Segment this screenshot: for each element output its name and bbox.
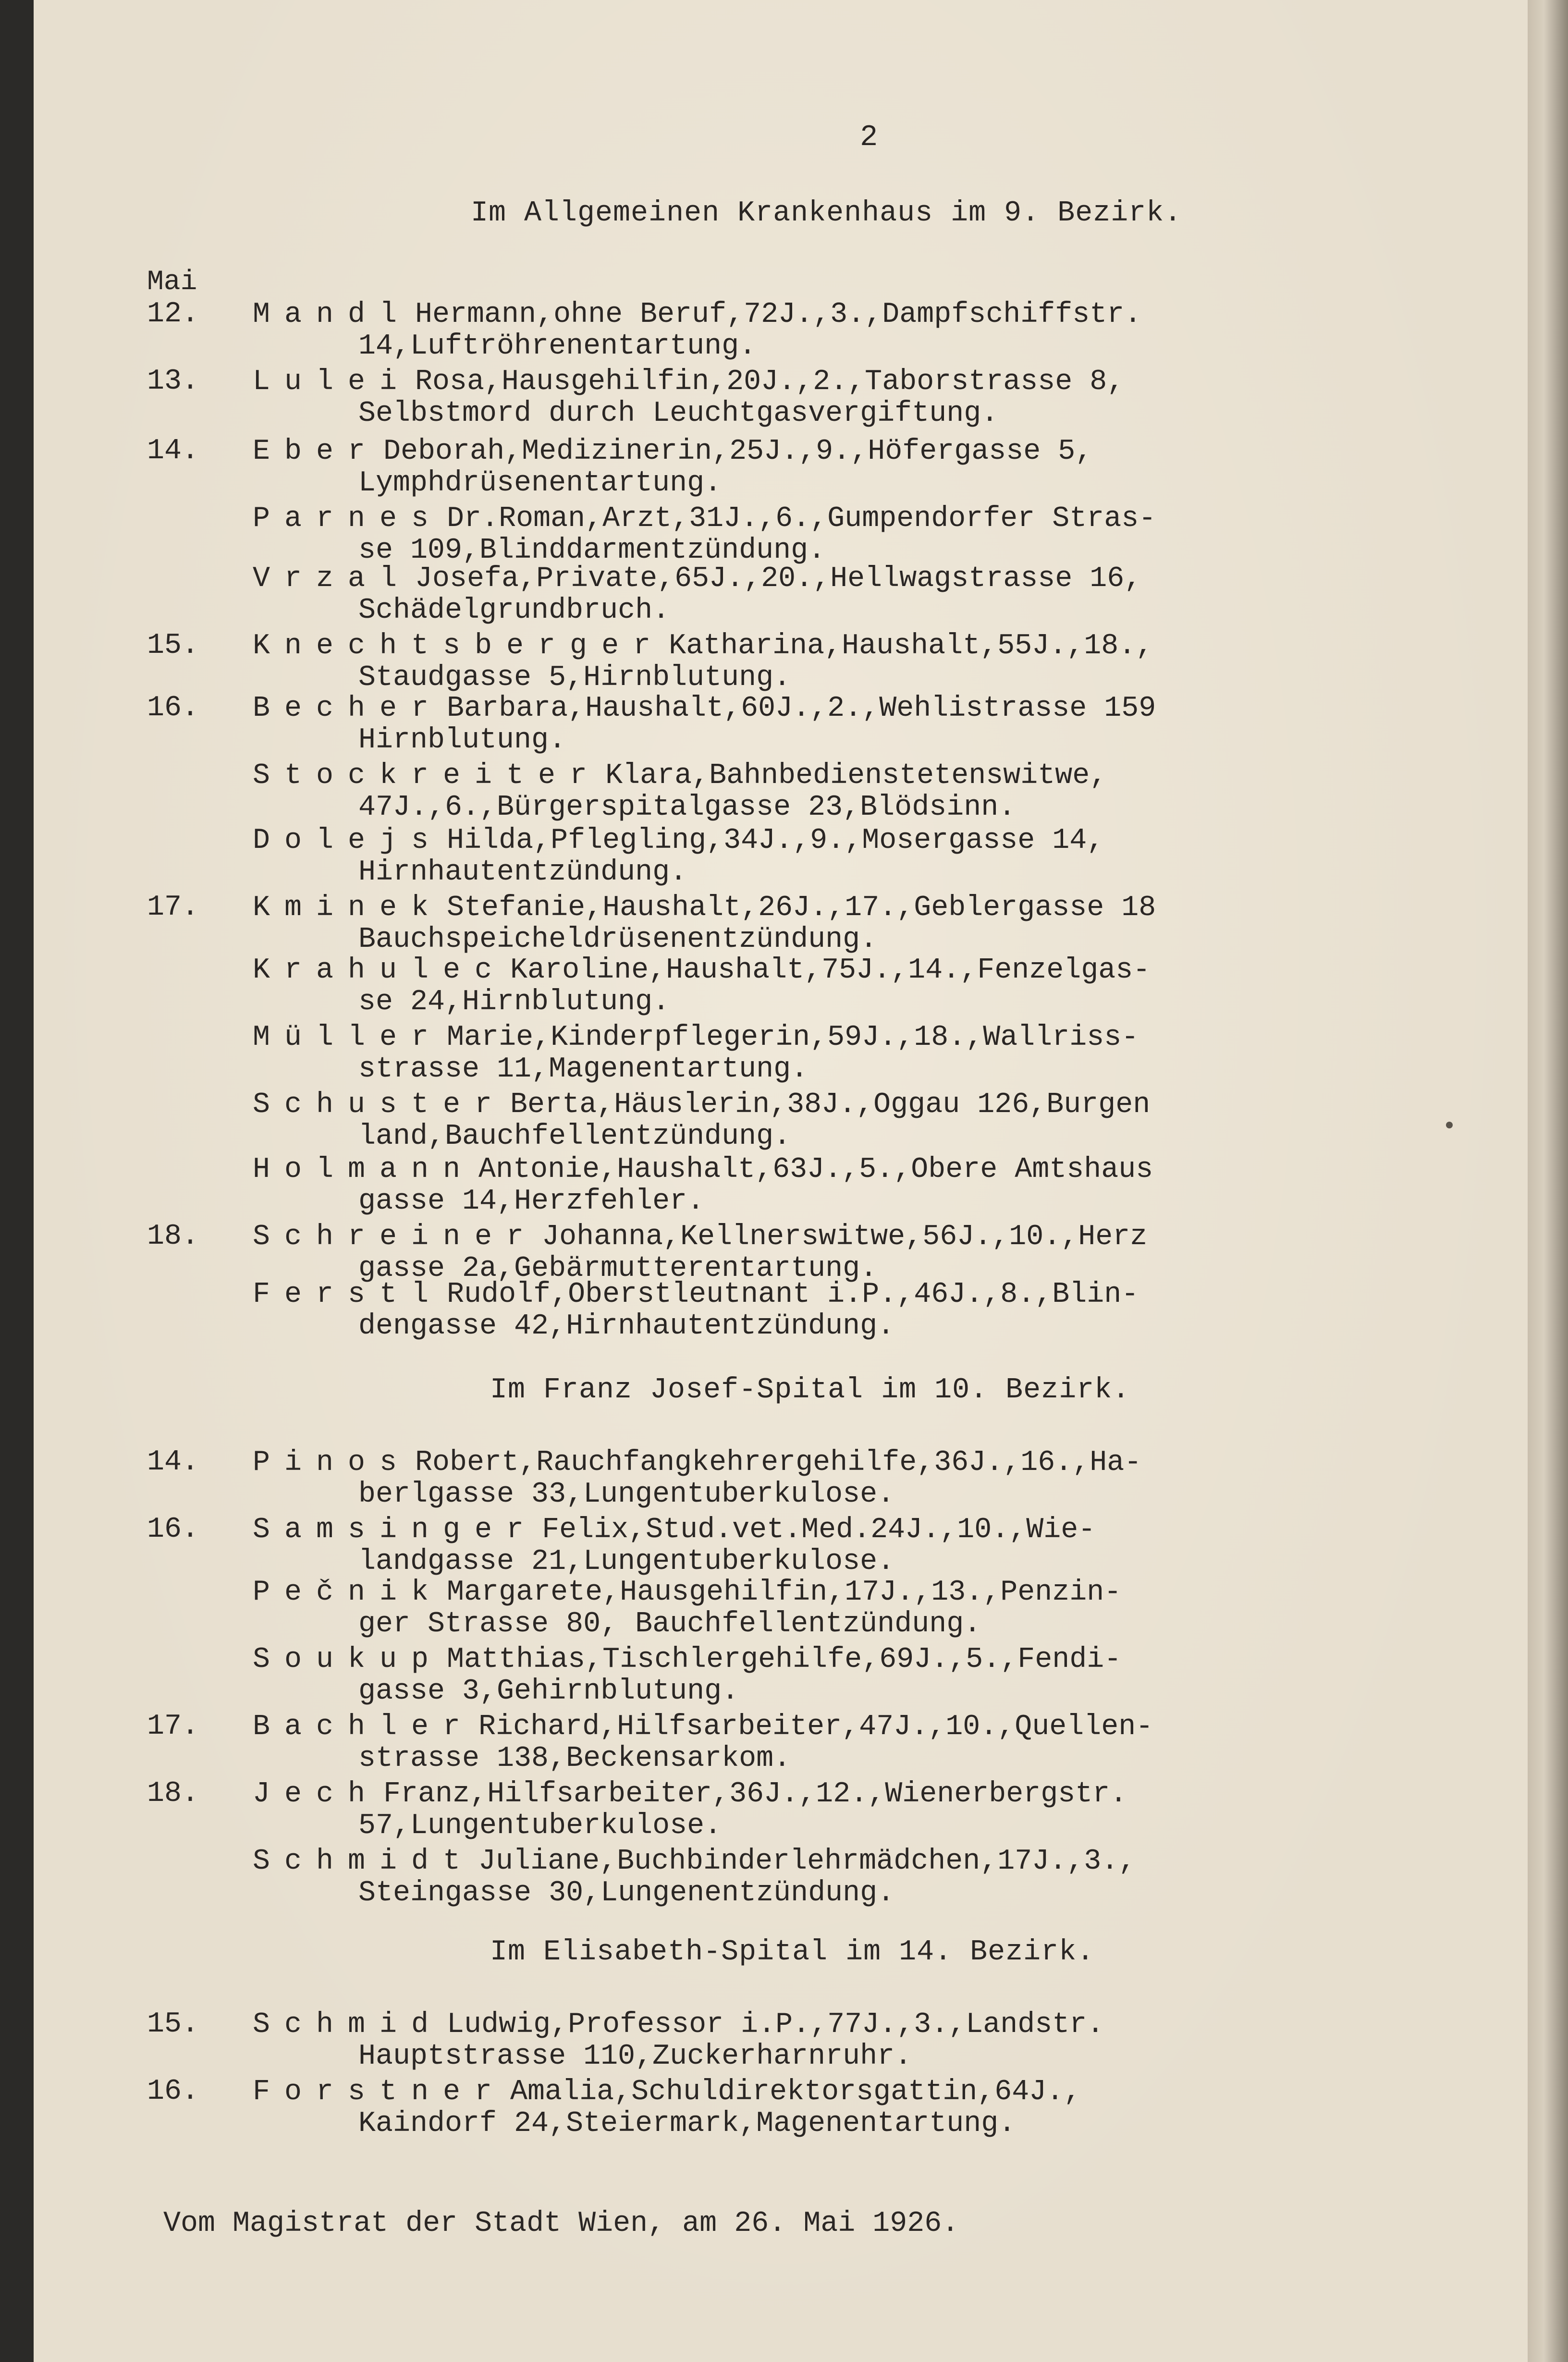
surname: Parnes (253, 502, 443, 535)
entry-line-1 (253, 502, 1156, 536)
entry-details: Dr.Roman,Arzt,31J.,6.,Gumpendorfer Stras- (447, 502, 1156, 535)
surname: Jech (253, 1778, 380, 1811)
document-page (34, 0, 1528, 2362)
surname: Krahulec (253, 954, 507, 987)
entry-line-1 (253, 759, 1107, 793)
surname: Dolejs (253, 824, 443, 857)
surname: Forstner (253, 2076, 507, 2108)
entry-line-2: 47J.,6.,Bürgerspitalgasse 23,Blödsinn. (358, 791, 1016, 824)
entry-line-1 (253, 298, 1141, 331)
entry-line-2: strasse 138,Beckensarkom. (358, 1742, 791, 1775)
entry-line-2: Lymphdrüsenentartung. (358, 467, 722, 500)
entry-line-1 (253, 1088, 1150, 1122)
page-number: 2 (860, 120, 878, 154)
entry-line-2: strasse 11,Magenentartung. (358, 1053, 808, 1086)
entry-line-1 (253, 1643, 1121, 1677)
entry-line-1 (253, 954, 1150, 987)
entry-line-2: gasse 14,Herzfehler. (358, 1185, 705, 1218)
entry-date: 15. (147, 2008, 199, 2041)
entry-details: Felix,Stud.vet.Med.24J.,10.,Wie- (542, 1514, 1096, 1546)
entry-line-2: 14,Luftröhrenentartung. (358, 330, 757, 363)
entry-details: Rudolf,Oberstleutnant i.P.,46J.,8.,Blin- (447, 1278, 1139, 1311)
surname: Müller (253, 1021, 443, 1054)
entry-date: 17. (147, 1710, 199, 1743)
entry-line-2: Hirnhautentzündung. (358, 856, 687, 889)
entry-line-2: Hirnblutung. (358, 724, 566, 757)
entry-details: Stefanie,Haushalt,26J.,17.,Geblergasse 18 (447, 892, 1156, 924)
entry-details: Johanna,Kellnerswitwe,56J.,10.,Herz (542, 1221, 1148, 1253)
entry-line-1 (253, 1576, 1121, 1609)
entry-date: 18. (147, 1777, 199, 1810)
section-title: Im Elisabeth-Spital im 14. Bezirk. (490, 1936, 1095, 1969)
entry-line-1 (253, 1153, 1153, 1187)
entry-line-1 (253, 1845, 1136, 1878)
entry-line-2: berlgasse 33,Lungentuberkulose. (358, 1478, 895, 1511)
entry-line-1 (253, 692, 1156, 725)
entry-line-1 (253, 1710, 1153, 1744)
section-title: Im Franz Josef-Spital im 10. Bezirk. (490, 1374, 1130, 1407)
surname: Ferstl (253, 1278, 443, 1311)
entry-details: Hermann,ohne Beruf,72J.,3.,Dampfschiffstr. (415, 298, 1142, 331)
entry-date: 16. (147, 692, 199, 724)
entry-line-2: Hauptstrasse 110,Zuckerharnruhr. (358, 2040, 912, 2073)
entry-line-2: gasse 3,Gehirnblutung. (358, 1675, 739, 1708)
entry-details: Barbara,Haushalt,60J.,2.,Wehlistrasse 159 (447, 692, 1156, 725)
entry-line-2: se 109,Blinddarmentzündung. (358, 534, 826, 567)
entry-details: Richard,Hilfsarbeiter,47J.,10.,Quellen- (478, 1711, 1153, 1743)
entry-line-1 (253, 365, 1124, 399)
entry-line-1 (253, 891, 1156, 925)
entry-date: 18. (147, 1220, 199, 1253)
entry-details: Juliane,Buchbinderlehrmädchen,17J.,3., (478, 1845, 1136, 1878)
entry-line-2: dengasse 42,Hirnhautentzündung. (358, 1310, 895, 1343)
entry-date: 16. (147, 1513, 199, 1546)
entry-line-1 (253, 1777, 1127, 1811)
entry-details: Klara,Bahnbedienstetenswitwe, (605, 759, 1107, 792)
surname: Holmann (253, 1153, 475, 1186)
surname: Schuster (253, 1089, 507, 1121)
entry-details: Amalia,Schuldirektorsgattin,64J., (510, 2076, 1081, 2108)
book-spine (1528, 0, 1568, 2362)
section-title: Im Allgemeinen Krankenhaus im 9. Bezirk. (471, 197, 1182, 230)
entry-details: Marie,Kinderpflegerin,59J.,18.,Wallriss- (447, 1021, 1139, 1054)
entry-line-1 (253, 1513, 1095, 1547)
surname: Stockreiter (253, 759, 602, 792)
surname: Pinos (253, 1446, 412, 1479)
surname: Samsinger (253, 1514, 539, 1546)
entry-details: Karoline,Haushalt,75J.,14.,Fenzelgas- (510, 954, 1151, 987)
entry-details: Josefa,Private,65J.,20.,Hellwagstrasse 16, (415, 563, 1142, 595)
entry-line-1 (253, 629, 1153, 663)
entry-details: Robert,Rauchfangkehrergehilfe,36J.,16.,Ha- (415, 1446, 1142, 1479)
entry-details: Ludwig,Professor i.P.,77J.,3.,Landstr. (447, 2008, 1104, 2041)
entry-details: Antonie,Haushalt,63J.,5.,Obere Amtshaus (478, 1153, 1153, 1186)
surname: Bachler (253, 1711, 475, 1743)
surname: Schmidt (253, 1845, 475, 1878)
entry-line-2: land,Bauchfellentzündung. (358, 1120, 791, 1153)
footer-signature: Vom Magistrat der Stadt Wien, am 26. Mai 1926. (163, 2207, 959, 2240)
entry-line-2: Schädelgrundbruch. (358, 594, 670, 627)
entry-line-1 (253, 1220, 1147, 1254)
entry-details: Berta,Häuslerin,38J.,Oggau 126,Burgen (510, 1089, 1151, 1121)
entry-line-2: Selbstmord durch Leuchtgasvergiftung. (358, 397, 999, 430)
surname: Knechtsberger (253, 630, 665, 662)
entry-date: 13. (147, 365, 199, 398)
entry-line-1 (253, 1278, 1139, 1311)
ink-spot (1446, 1122, 1453, 1128)
entry-line-1 (253, 1446, 1141, 1480)
entry-details: Katharina,Haushalt,55J.,18., (669, 630, 1153, 662)
surname: Eber (253, 435, 380, 468)
entry-details: Franz,Hilfsarbeiter,36J.,12.,Wienerbergstr. (383, 1778, 1127, 1811)
entry-line-2: ger Strasse 80, Bauchfellentzündung. (358, 1608, 981, 1640)
entry-details: Rosa,Hausgehilfin,20J.,2.,Taborstrasse 8, (415, 366, 1125, 398)
entry-details: Hilda,Pflegling,34J.,9.,Mosergasse 14, (447, 824, 1104, 857)
entry-line-1 (253, 1021, 1139, 1054)
entry-line-2: Kaindorf 24,Steiermark,Magenentartung. (358, 2107, 1016, 2140)
surname: Vrzal (253, 563, 412, 595)
entry-details: Deborah,Medizinerin,25J.,9.,Höfergasse 5, (383, 435, 1093, 468)
surname: Lulei (253, 366, 412, 398)
month-label: Mai (147, 267, 197, 298)
entry-date: 16. (147, 2075, 199, 2108)
surname: Mandl (253, 298, 412, 331)
entry-line-2: gasse 2a,Gebärmutterentartung. (358, 1252, 878, 1285)
entry-date: 14. (147, 435, 199, 467)
surname: Schmid (253, 2008, 443, 2041)
entry-details: Margarete,Hausgehilfin,17J.,13.,Penzin- (447, 1576, 1122, 1609)
entry-line-2: Bauchspeicheldrüsenentzündung. (358, 923, 878, 956)
surname: Pečnik (253, 1576, 443, 1609)
entry-details: Matthias,Tischlergehilfe,69J.,5.,Fendi- (447, 1643, 1122, 1676)
entry-line-2: 57,Lungentuberkulose. (358, 1810, 722, 1842)
entry-line-1 (253, 562, 1141, 596)
entry-line-2: landgasse 21,Lungentuberkulose. (358, 1545, 895, 1578)
surname: Schreiner (253, 1221, 539, 1253)
entry-date: 12. (147, 298, 199, 330)
entry-line-1 (253, 435, 1092, 468)
entry-line-1 (253, 824, 1104, 857)
entry-date: 14. (147, 1446, 199, 1479)
entry-date: 15. (147, 629, 199, 662)
surname: Soukup (253, 1643, 443, 1676)
entry-line-2: se 24,Hirnblutung. (358, 986, 670, 1018)
surname: Becher (253, 692, 443, 725)
entry-line-1 (253, 2008, 1104, 2042)
surname: Kminek (253, 892, 443, 924)
entry-line-2: Steingasse 30,Lungenentzündung. (358, 1877, 895, 1909)
entry-line-2: Staudgasse 5,Hirnblutung. (358, 661, 791, 694)
entry-line-1 (253, 2075, 1081, 2109)
entry-date: 17. (147, 891, 199, 924)
